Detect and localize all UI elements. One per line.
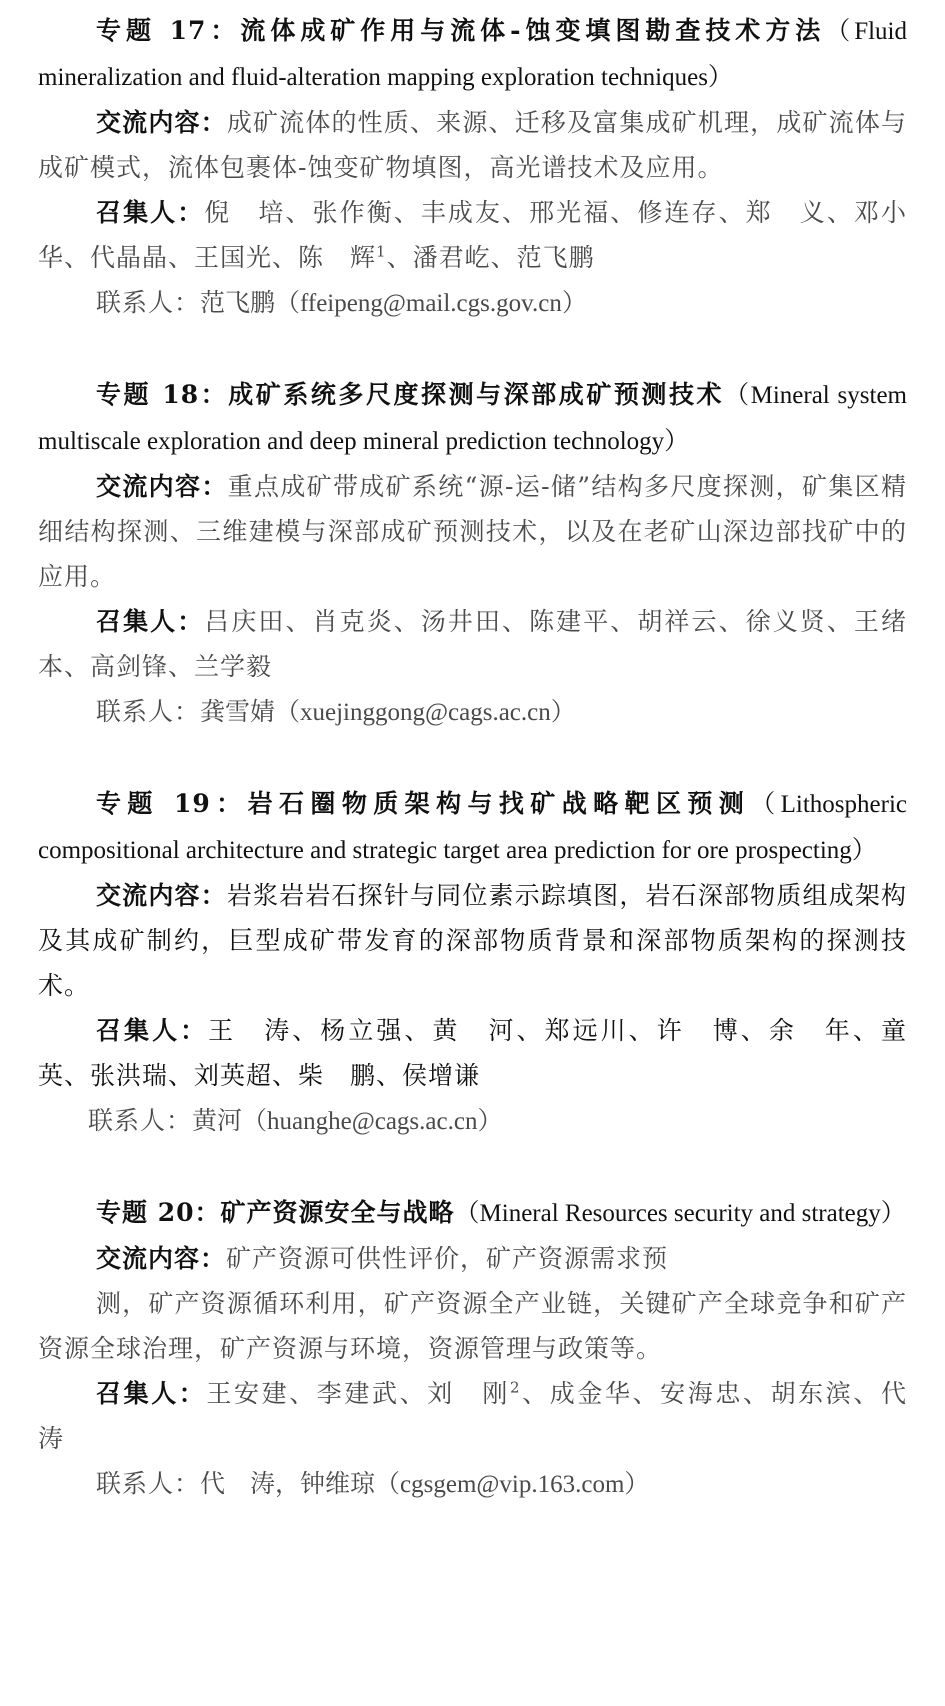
topic-title-en: （Lithospheric compositional architecture and strategic target area prediction for ore prospecting）	[38, 791, 907, 864]
content-label: 交流内容：	[96, 1244, 227, 1273]
topic-contact	[38, 280, 907, 326]
conveners-text-tail: 、成金华、安海忠、胡东滨、代 涛	[38, 1379, 933, 1453]
topic-contact	[38, 689, 907, 735]
topic-conveners	[38, 599, 907, 689]
topic-heading	[38, 781, 907, 873]
topic-20	[38, 1190, 933, 1507]
conveners-label: 召集人：	[96, 1379, 207, 1408]
topic-content	[38, 873, 907, 1008]
conveners-text: 王安建、李建武、刘 刚	[206, 1379, 511, 1408]
topic-conveners	[38, 1371, 933, 1461]
topic-title-cn: 流体成矿作用与流体-蚀变填图勘查技术方法	[240, 16, 826, 45]
topic-contact	[38, 1461, 907, 1507]
topic-content-first-line	[38, 1236, 907, 1281]
conveners-label: 召集人：	[96, 1016, 209, 1045]
topic-17	[38, 8, 907, 326]
contact-text: 范飞鹏（ffeipeng@mail.cgs.gov.cn）	[200, 290, 587, 317]
section-spacer	[38, 326, 907, 372]
conveners-label: 召集人：	[96, 607, 205, 636]
contact-label: 联系人：	[96, 288, 201, 317]
topic-contact	[38, 1098, 907, 1144]
content-text: 矿产资源可供性评价，矿产资源需求预	[226, 1244, 669, 1273]
conveners-text: 吕庆田、肖克炎、汤井田、陈建平、胡祥云、徐义贤、王绪本、高剑锋、兰学毅	[38, 607, 907, 681]
topic-title-en: （Fluid mineralization and fluid-alteration mapping exploration techniques）	[38, 18, 908, 91]
conveners-label: 召集人：	[96, 198, 205, 227]
conveners-text: 倪 培、张作衡、丰成友、邢光福、修连存、郑 义、邓小华、代晶晶、王国光、陈 辉	[38, 198, 907, 272]
contact-label: 联系人：	[96, 697, 201, 726]
topic-title-en: （Mineral Resources security and strategy）	[454, 1200, 906, 1227]
topic-heading	[38, 1190, 907, 1236]
topic-label: 专题 18：	[96, 380, 229, 409]
footnote-marker: 2	[510, 1378, 521, 1397]
conveners-text-tail: 、潘君屹、范飞鹏	[386, 243, 595, 272]
section-spacer	[38, 1144, 907, 1190]
content-label: 交流内容：	[96, 881, 227, 910]
topic-content-continued	[38, 1281, 907, 1371]
content-text: 重点成矿带成矿系统“源-运-储”结构多尺度探测，矿集区精细结构探测、三维建模与深部成矿预测技术，以及在老矿山深边部找矿中的应用。	[38, 472, 907, 591]
content-text-continued: 测，矿产资源循环利用，矿产资源全产业链，关键矿产全球竞争和矿产资源全球治理，矿产资源与环境，资源管理与政策等。	[38, 1289, 907, 1363]
topic-title-en: （Mineral system multiscale exploration and deep mineral prediction technology）	[38, 382, 907, 455]
contact-label: 联系人：	[96, 1469, 201, 1498]
contact-text: 黄河（huanghe@cags.ac.cn）	[192, 1108, 503, 1135]
topic-content	[38, 100, 907, 190]
topic-title-cn: 矿产资源安全与战略	[220, 1198, 455, 1227]
contact-text: 龚雪婧（xuejinggong@cags.ac.cn）	[200, 699, 576, 726]
topic-title-cn: 岩石圈物质架构与找矿战略靶区预测	[247, 789, 751, 818]
contact-text: 代 涛，钟维琼（cgsgem@vip.163.com）	[200, 1471, 650, 1498]
topic-title-cn: 成矿系统多尺度探测与深部成矿预测技术	[228, 380, 725, 409]
topic-label: 专题 17：	[96, 16, 241, 45]
topic-19	[38, 781, 933, 1144]
section-spacer	[38, 735, 907, 781]
conveners-text: 王 涛、杨立强、黄 河、郑远川、许 博、余 年、童 英、张洪瑞、刘英超、柴 鹏、侯增谦	[38, 1016, 933, 1090]
content-label: 交流内容：	[96, 108, 227, 137]
content-text: 成矿流体的性质、来源、迁移及富集成矿机理，成矿流体与成矿模式，流体包裹体-蚀变矿物填图，高光谱技术及应用。	[38, 108, 907, 182]
contact-label: 联系人：	[88, 1106, 193, 1135]
topic-heading	[38, 8, 907, 100]
topic-content	[38, 464, 907, 599]
topic-label: 专题 19：	[96, 789, 248, 818]
topic-18	[38, 372, 907, 735]
content-text: 岩浆岩岩石探针与同位素示踪填图，岩石深部物质组成架构及其成矿制约，巨型成矿带发育的深部物质背景和深部物质架构的探测技术。	[38, 881, 907, 1000]
topic-conveners	[38, 190, 907, 280]
footnote-marker: 1	[376, 242, 387, 261]
topic-conveners	[38, 1008, 933, 1098]
topic-label: 专题 20：	[96, 1198, 221, 1227]
topic-heading	[38, 372, 907, 464]
content-label: 交流内容：	[96, 472, 228, 501]
